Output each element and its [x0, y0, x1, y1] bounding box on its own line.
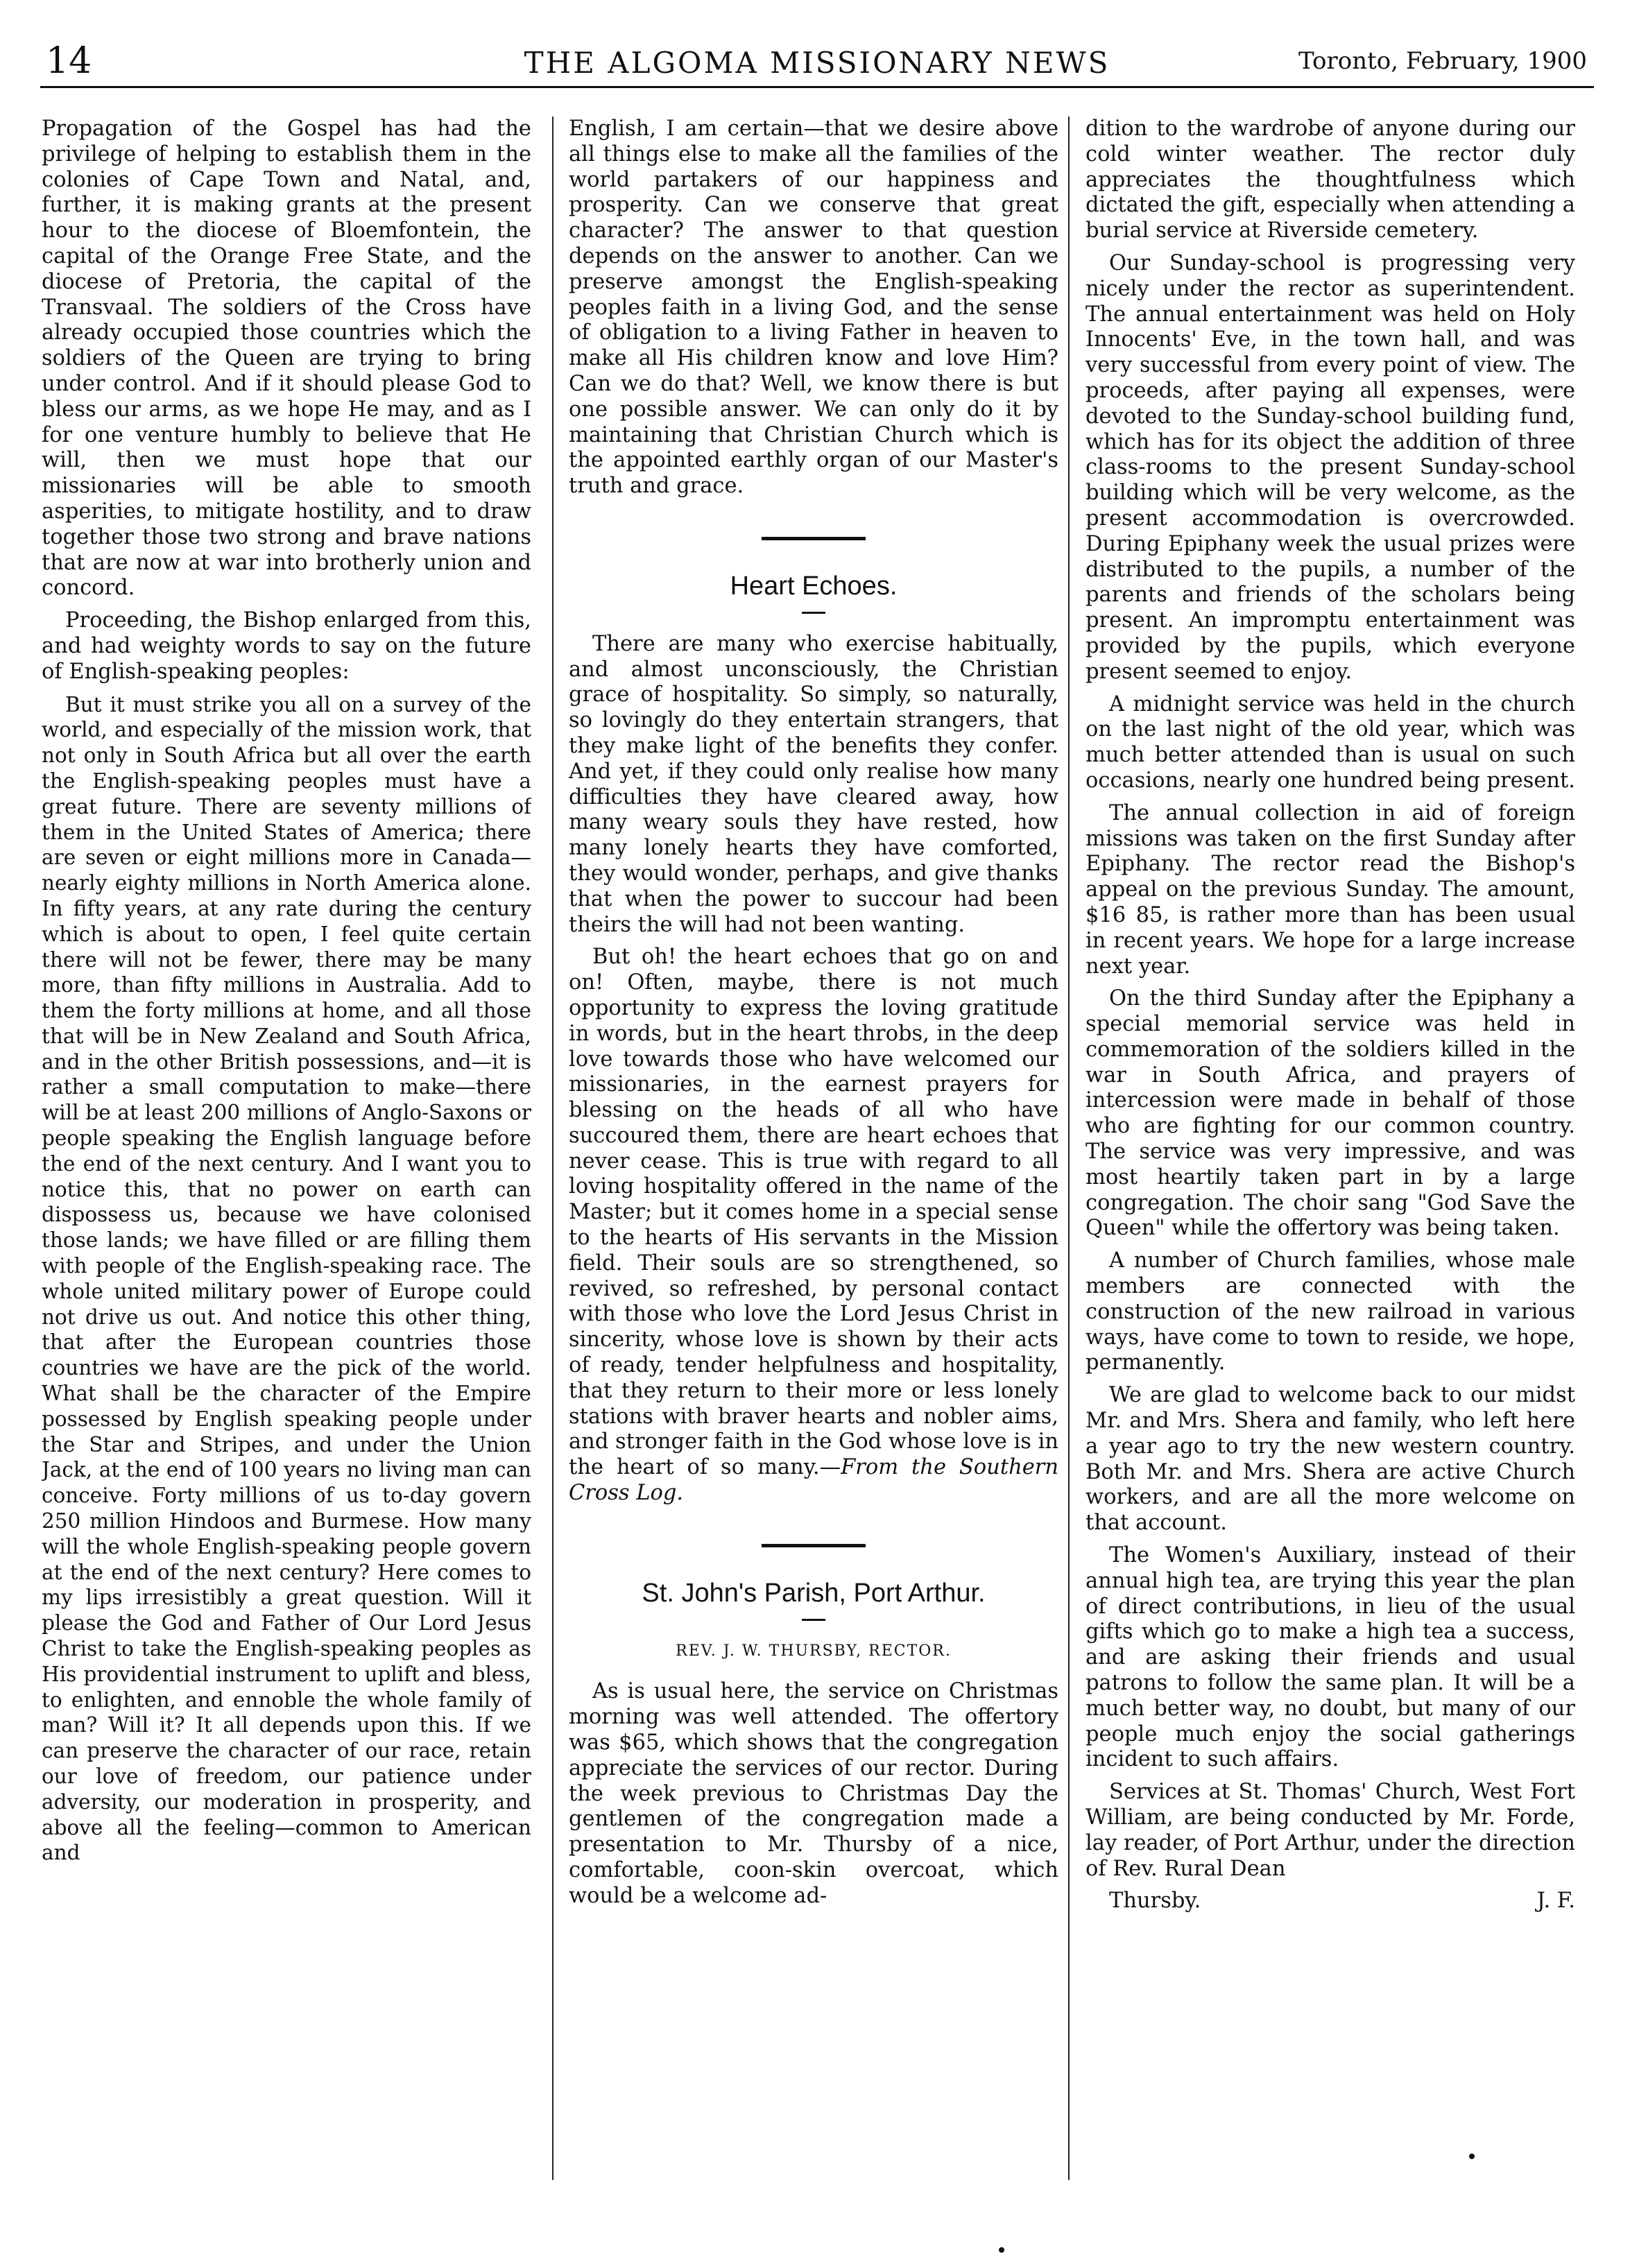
column-3 [1085, 117, 1575, 2211]
closing-line [1085, 1889, 1575, 1914]
paragraph: As is usual here, the service on Christmas morning was well attended. The offertory was $65, which shows that the congregation appreciate the services of our rector. During the week previous to Christmas Day the gentlemen of the congregation made a presentation to Mr. Thursby of a nice, comfortable, coon-skin overcoat, which would be a welcome ad- [569, 1679, 1058, 1908]
paragraph: dition to the wardrobe of anyone during our cold winter weather. The rector duly appreciates the thoughtfulness which dictated the gift, especially when attending a burial service at Riverside cemetery. [1085, 117, 1575, 243]
section-separator [762, 537, 866, 540]
issue-date: Toronto, February, 1900 [1298, 47, 1587, 75]
column-1 [42, 117, 531, 2211]
heading-dash [802, 1619, 825, 1621]
paragraph: A midnight service was held in the church on the last night of the old year, which was much better attended than is usual on such occasions, nearly one hundred being present. [1085, 691, 1575, 793]
paragraph: The Women's Auxiliary, instead of their annual high tea, are trying this year the plan of direct contributions, in lieu of the usual gifts which go to make a high tea a success, and are asking their friends and usual patrons to follow the same plan. It will be a much better way, no doubt, but many of our people much enjoy the social gatherings incident to such affairs. [1085, 1543, 1575, 1772]
page-header [40, 31, 1594, 88]
source-credit: From the Southern Cross Log. [569, 1455, 1058, 1506]
paragraph-text: But oh! the heart echoes that go on and on! Often, maybe, there is not much opportunity to express the loving gratitude in words, but in the heart throbs, in the deep love towards those who have welcomed our missionaries, in the earnest prayers for blessing on the heads of all who have succoured them, there are heart echoes that never cease. This is true with regard to all loving hospitality offered in the name of the Master; but it comes home in a special sense to the hearts of His servants in the Mission field. Their souls are so strengthened, so revived, so refreshed, by personal contact with those who love the Lord Jesus Christ in sincerity, whose love is shown by their acts of ready, tender helpfulness and hospitality, that they return to their more or less lonely stations with braver hearts and nobler aims, and stronger faith in the God whose love is in the heart of so many.— [569, 945, 1058, 1480]
column-2 [569, 117, 1058, 2211]
paragraph [569, 945, 1058, 1506]
column-divider [1068, 117, 1070, 2180]
print-speck [999, 2247, 1004, 2253]
closing-text: Thursby. [1109, 1889, 1201, 1914]
section-separator [762, 1544, 866, 1547]
paragraph: We are glad to welcome back to our midst Mr. and Mrs. Shera and family, who left here a year ago to try the new western country. Both Mr. and Mrs. Shera are active Church workers, and are all the more welcome on that account. [1085, 1383, 1575, 1536]
paragraph: Our Sunday-school is progressing very nicely under the rector as superintendent. The annual entertainment was held on Holy Innocents' Eve, in the town hall, and was very successful from every point of view. The proceeds, after paying all expenses, were devoted to the Sunday-school building fund, which has for its object the addition of three class-rooms to the present Sunday-school building which will be very welcome, as the present accommodation is overcrowded. During Epiphany week the usual prizes were distributed to the pupils, a number of the parents and friends of the scholars being present. An impromptu entertainment was provided by the pupils, which everyone present seemed to enjoy. [1085, 250, 1575, 684]
paragraph: Proceeding, the Bishop enlarged from this, and had weighty words to say on the future of English-speaking peoples: [42, 608, 531, 684]
paragraph: A number of Church families, whose male members are connected with the construction of the new railroad in various ways, have come to town to reside, we hope, permanently. [1085, 1248, 1575, 1375]
column-divider [552, 117, 554, 2180]
publication-title: THE ALGOMA MISSIONARY NEWS [524, 46, 1110, 80]
print-speck [1469, 2154, 1475, 2159]
st-johns-parish-heading: St. John's Parish, Port Arthur. [642, 1578, 986, 1608]
paragraph: Propagation of the Gospel has had the privilege of helping to establish them in the colonies of Cape Town and Natal, and, further, it is making grants at the present hour to the diocese of Bloemfontein, the capital of the Orange Free State, and the diocese of Pretoria, the capital of the Transvaal. The soldiers of the Cross have already occupied those countries which the soldiers of the Queen are trying to bring under control. And if it should please God to bless our arms, as we hope He may, and as I for one venture humbly to believe that He will, then we must hope that our missionaries will be able to smooth asperities, to mitigate hostility, and to draw together those two strong and brave nations that are now at war into brotherly union and concord. [42, 117, 531, 601]
rector-byline: REV. J. W. THURSBY, RECTOR. [676, 1642, 952, 1660]
paragraph: On the third Sunday after the Epiphany a special memorial service was held in commemoration of the soldiers killed in the war in South Africa, and prayers of intercession were made in behalf of those who are fighting for our common country. The service was very impressive, and was most heartily taken part in by a large congregation. The choir sang "God Save the Queen" while the offertory was being taken. [1085, 986, 1575, 1241]
heart-echoes-heading: Heart Echoes. [730, 571, 898, 601]
heading-dash [802, 612, 825, 614]
bishop-quote-paragraph: But it must strike you all on a survey of the world, and especially of the mission work, that not only in South Africa but all over the earth the English-speaking peoples must have a great future. There are seventy millions of them in the United States of America; there are seven or eight millions more in Canada—nearly eighty millions in North America alone. In fifty years, at any rate during the century which is about to open, I feel quite certain there will not be fewer, there may be many more, than fifty millions in Australia. Add to them the forty millions at home, and all those that will be in New Zealand and South Africa, and in the other British possessions, and—it is rather a small computation to make—there will be at least 200 millions of Anglo-Saxons or people speaking the English language before the end of the next century. And I want you to notice this, that no power on earth can dispossess us, because we have colonised those lands; we have filled or are filling them with people of the English-speaking race. The whole united military power of Europe could not drive us out. And notice this other thing, that after the European countries those countries we have are the pick of the world. What shall be the character of the Empire possessed by English speaking people under the Star and Stripes, and under the Union Jack, at the end of 100 years no living man can conceive. Forty millions of us to-day govern 250 million Hindoos and Burmese. How many will the whole English-speaking people govern at the end of the next century? Here comes to my lips irresistibly a great question. Will it please the God and Father of Our Lord Jesus Christ to take the English-speaking peoples as His providential instrument to uplift and bless, to enlighten, and ennoble the whole family of man? Will it? It all depends upon this. If we can preserve the character of our race, retain our love of freedom, our patience under adversity, our moderation in prosperity, and above all the feeling—common to American and [42, 692, 531, 1865]
paragraph: There are many who exercise habitually, and almost unconsciously, the Christian grace of hospitality. So simply, so naturally, so lovingly do they entertain strangers, that they make light of the benefits they confer. And yet, if they could only realise how many difficulties they have cleared away, how many weary souls they have rested, how many lonely hearts they have comforted, they would wonder, perhaps, and give thanks that when the power to succour had been theirs the will had not been wanting. [569, 631, 1058, 937]
page-number: 14 [46, 40, 92, 82]
paragraph: English, I am certain—that we desire above all things else to make all the families of the world partakers of our happiness and prosperity. Can we conserve that great character? The answer to that question depends on the answer to another. Can we preserve amongst the English-speaking peoples faith in a living God, and the sense of obligation to a living Father in heaven to make all His children know and love Him? Can we do that? Well, we know there is but one possible answer. We can only do it by maintaining that Christian Church which is the appointed earthly organ of our Master's truth and grace. [569, 117, 1058, 499]
author-signature: J. F. [1536, 1889, 1575, 1914]
paragraph: Services at St. Thomas' Church, West Fort William, are being conducted by Mr. Forde, lay reader, of Port Arthur, under the direction of Rev. Rural Dean [1085, 1780, 1575, 1881]
paragraph: The annual collection in aid of foreign missions was taken on the first Sunday after Epiphany. The rector read the Bishop's appeal on the previous Sunday. The amount, $16 85, is rather more than has been usual in recent years. We hope for a large increase next year. [1085, 800, 1575, 979]
